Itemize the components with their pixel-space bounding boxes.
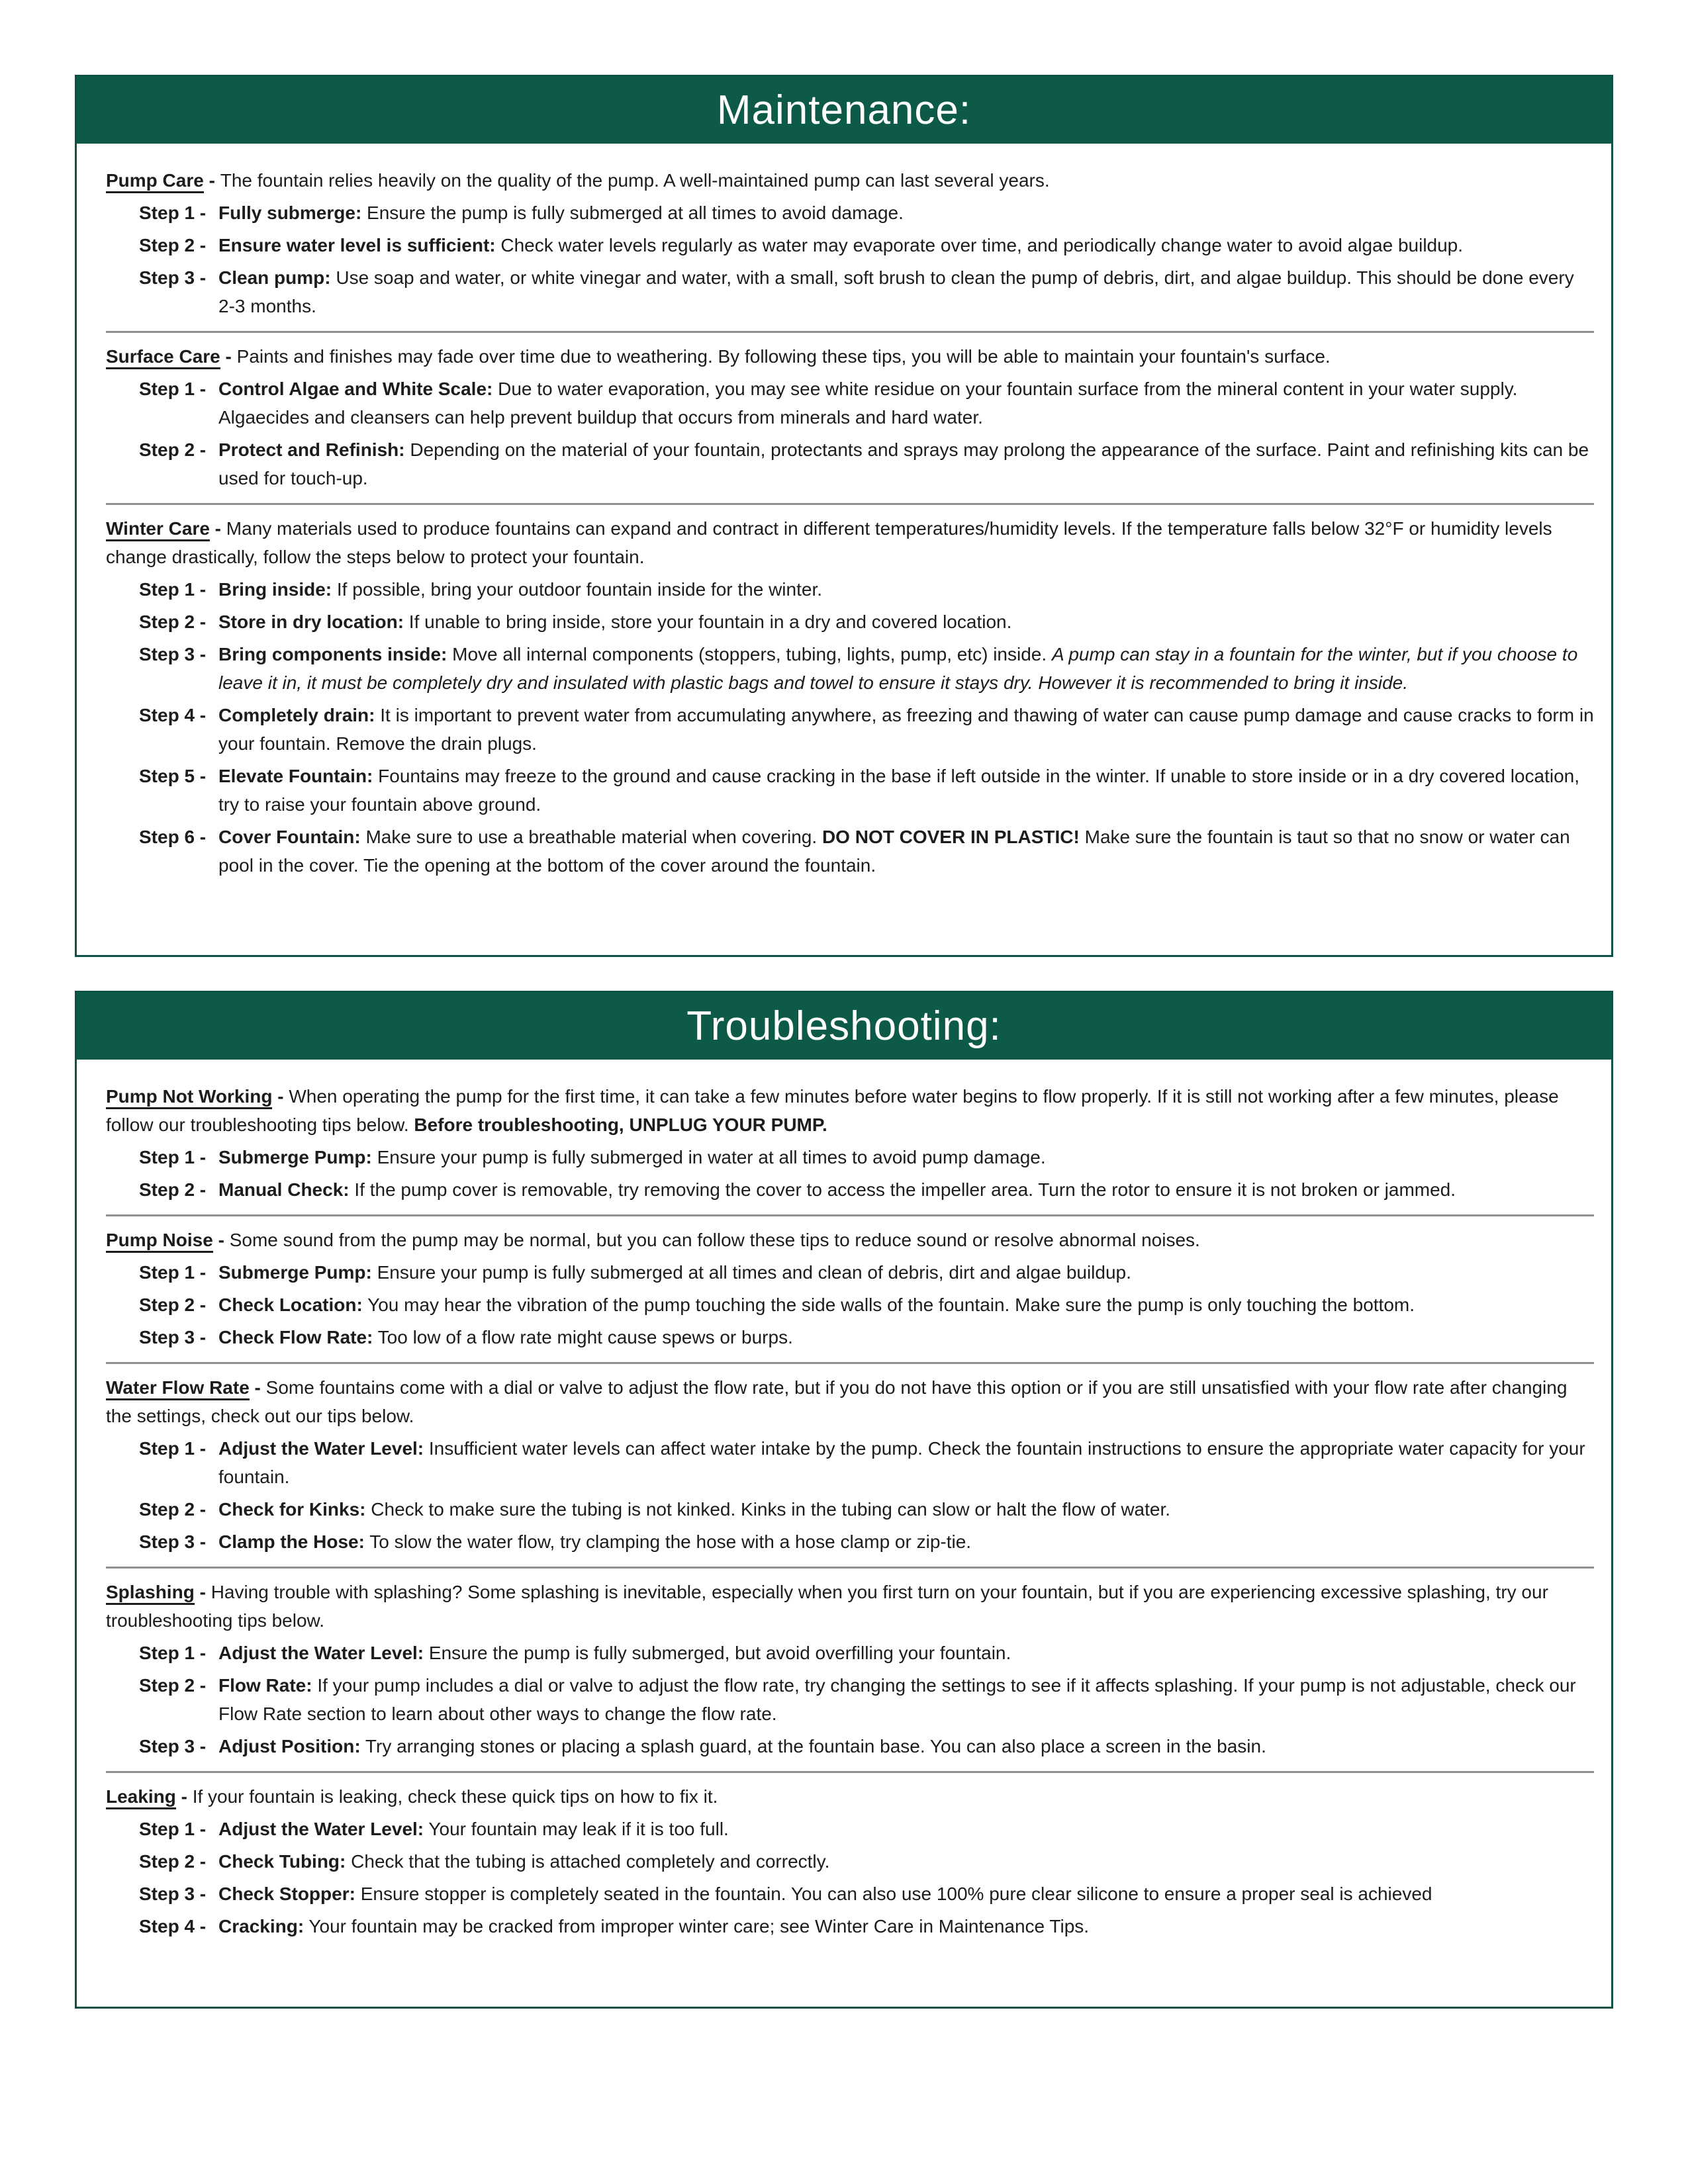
- text-segment: Ensure stopper is completely seated in the fountain. You can also use 100% pure clear silicone to ensure a proper seal is achieved: [355, 1884, 1432, 1904]
- text-segment: Adjust the Water Level:: [218, 1819, 424, 1839]
- step-text: [218, 1291, 1594, 1319]
- step-label: Step 5 -: [139, 766, 207, 786]
- section-intro: [106, 342, 1594, 371]
- step-label: Step 1 -: [139, 579, 207, 600]
- text-segment: Submerge Pump:: [218, 1147, 372, 1167]
- step-text: [218, 1495, 1594, 1524]
- step-label: Step 1 -: [139, 379, 207, 399]
- step-row: [106, 762, 1594, 819]
- step-text: [218, 263, 1594, 320]
- section-divider: [106, 1214, 1594, 1216]
- heading-separator: -: [203, 170, 220, 191]
- section-divider: [106, 1567, 1594, 1569]
- step-text: [218, 1639, 1594, 1667]
- step-row: [106, 1671, 1594, 1728]
- step-label: Step 4 -: [139, 1916, 207, 1936]
- step-row: [106, 1732, 1594, 1760]
- text-segment: It is important to prevent water from accumulating anywhere, as freezing and thawing of water can cause pump damage and cause cracks to form in your fountain. Remove the drain plugs.: [218, 705, 1594, 754]
- step-row: [106, 1815, 1594, 1843]
- step-text: [218, 608, 1594, 636]
- section-divider: [106, 503, 1594, 505]
- section-intro: [106, 1782, 1594, 1811]
- section-intro: [106, 1226, 1594, 1254]
- text-segment: Adjust Position:: [218, 1736, 361, 1756]
- text-segment: Check Stopper:: [218, 1884, 355, 1904]
- step-label: Step 2 -: [139, 612, 207, 632]
- step-text: [218, 1434, 1594, 1491]
- step-text: [218, 1143, 1594, 1171]
- text-segment: Use soap and water, or white vinegar and water, with a small, soft brush to clean the pump of debris, dirt, and algae buildup. This should be done every 2-3 months.: [218, 267, 1574, 316]
- section-heading: Pump Noise: [106, 1230, 213, 1253]
- maintenance-header-bar: [77, 77, 1611, 144]
- section-divider: [106, 1771, 1594, 1773]
- step-text: [218, 1815, 1594, 1843]
- step-label: Step 3 -: [139, 267, 207, 288]
- text-segment: Make sure to use a breathable material when covering.: [360, 827, 822, 847]
- text-segment: Ensure your pump is fully submerged at all times and clean of debris, dirt and algae buildup.: [371, 1262, 1131, 1283]
- troubleshooting-header-bar: [77, 993, 1611, 1060]
- step-text: [218, 375, 1594, 432]
- text-segment: Many materials used to produce fountains can expand and contract in different temperatures/humidity levels. If the temperature falls below 32°F or humidity levels change drastically, follow the steps below to protect your fountain.: [106, 518, 1552, 567]
- step-text: [218, 1527, 1594, 1556]
- step-text: [218, 1880, 1594, 1908]
- heading-separator: -: [220, 346, 237, 367]
- step-row: [106, 608, 1594, 636]
- step-text: [218, 701, 1594, 758]
- text-segment: Completely drain:: [218, 705, 375, 725]
- step-label: Step 2 -: [139, 235, 207, 255]
- step-row: [106, 1639, 1594, 1667]
- text-segment: Clean pump:: [218, 267, 331, 288]
- section-intro: [106, 1578, 1594, 1635]
- step-label: Step 2 -: [139, 1295, 207, 1315]
- step-label: Step 1 -: [139, 1643, 207, 1663]
- step-row: [106, 1323, 1594, 1351]
- section-intro: [106, 1082, 1594, 1139]
- step-label: Step 2 -: [139, 1675, 207, 1696]
- section: [106, 514, 1594, 880]
- text-segment: Make sure the fountain is taut so that no snow or water can pool in the cover. Tie the opening at the bottom of the cover around the fountain.: [218, 827, 1570, 876]
- heading-separator: -: [209, 518, 226, 539]
- text-segment: Ensure your pump is fully submerged in water at all times to avoid pump damage.: [371, 1147, 1046, 1167]
- heading-separator: -: [272, 1086, 289, 1107]
- text-segment: Move all internal components (stoppers, tubing, lights, pump, etc) inside.: [447, 644, 1052, 664]
- section-intro: [106, 514, 1594, 571]
- text-segment: Before troubleshooting, UNPLUG YOUR PUMP.: [414, 1115, 827, 1135]
- text-segment: Depending on the material of your fountain, protectants and sprays may prolong the appearance of the surface. Paint and refinishing kits can be used for touch-up.: [218, 439, 1589, 488]
- step-row: [106, 199, 1594, 227]
- step-text: [218, 1671, 1594, 1728]
- section-intro: [106, 1373, 1594, 1430]
- step-row: [106, 231, 1594, 259]
- step-row: [106, 1880, 1594, 1908]
- heading-separator: -: [249, 1377, 266, 1398]
- text-segment: Ensure water level is sufficient:: [218, 235, 496, 255]
- section: [106, 342, 1594, 492]
- text-segment: Insufficient water levels can affect water intake by the pump. Check the fountain instructions to ensure the appropriate water capacity for your fountain.: [218, 1438, 1585, 1487]
- section-heading: Splashing: [106, 1582, 195, 1605]
- text-segment: Cover Fountain:: [218, 827, 361, 847]
- step-label: Step 3 -: [139, 1884, 207, 1904]
- maintenance-content: [77, 144, 1611, 880]
- text-segment: Bring inside:: [218, 579, 332, 600]
- step-row: [106, 435, 1594, 492]
- step-label: Step 1 -: [139, 1147, 207, 1167]
- section-intro: [106, 166, 1594, 195]
- text-segment: Your fountain may leak if it is too full.: [424, 1819, 729, 1839]
- section-heading: Winter Care: [106, 518, 210, 541]
- section-heading: Surface Care: [106, 346, 220, 369]
- text-segment: Check Location:: [218, 1295, 363, 1315]
- section: [106, 1782, 1594, 1940]
- heading-separator: -: [194, 1582, 211, 1602]
- text-segment: DO NOT COVER IN PLASTIC!: [821, 827, 1080, 847]
- step-label: Step 3 -: [139, 644, 207, 664]
- heading-separator: -: [212, 1230, 230, 1250]
- text-segment: Check that the tubing is attached completely and correctly.: [346, 1851, 830, 1872]
- text-segment: You may hear the vibration of the pump touching the side walls of the fountain. Make sure the pump is only touching the bottom.: [362, 1295, 1415, 1315]
- text-segment: If possible, bring your outdoor fountain inside for the winter.: [332, 579, 823, 600]
- step-text: [218, 199, 1594, 227]
- step-label: Step 4 -: [139, 705, 207, 725]
- section-divider: [106, 331, 1594, 333]
- text-segment: Ensure the pump is fully submerged at all times to avoid damage.: [361, 203, 904, 223]
- text-segment: Some sound from the pump may be normal, but you can follow these tips to reduce sound or resolve abnormal noises.: [229, 1230, 1200, 1250]
- step-text: [218, 1175, 1594, 1204]
- text-segment: When operating the pump for the first time, it can take a few minutes before water begins to flow properly. If it is still not working after a few minutes, please follow our troubleshooting tips below.: [106, 1086, 1559, 1135]
- text-segment: Fountains may freeze to the ground and cause cracking in the base if left outside in the winter. If unable to store inside or in a dry covered location, try to raise your fountain above ground.: [218, 766, 1579, 815]
- step-label: Step 2 -: [139, 1179, 207, 1200]
- step-label: Step 1 -: [139, 1819, 207, 1839]
- text-segment: Flow Rate:: [218, 1675, 312, 1696]
- text-segment: Check Tubing:: [218, 1851, 346, 1872]
- text-segment: Due to water evaporation, you may see white residue on your fountain surface from the mineral content in your water supply. Algaecides and cleansers can help prevent buildup that occurs from minerals and hard water.: [218, 379, 1518, 428]
- text-segment: Try arranging stones or placing a splash guard, at the fountain base. You can also place a screen in the basin.: [360, 1736, 1266, 1756]
- text-segment: Control Algae and White Scale:: [218, 379, 493, 399]
- step-text: [218, 640, 1594, 697]
- step-row: [106, 1434, 1594, 1491]
- heading-separator: -: [175, 1786, 193, 1807]
- step-row: [106, 701, 1594, 758]
- text-segment: Paints and finishes may fade over time due to weathering. By following these tips, you will be able to maintain your fountain's surface.: [236, 346, 1331, 367]
- section: [106, 1226, 1594, 1351]
- step-row: [106, 1258, 1594, 1287]
- step-row: [106, 1527, 1594, 1556]
- text-segment: Store in dry location:: [218, 612, 404, 632]
- section: [106, 1082, 1594, 1204]
- step-label: Step 1 -: [139, 203, 207, 223]
- step-text: [218, 823, 1594, 880]
- step-row: [106, 1143, 1594, 1171]
- step-row: [106, 1495, 1594, 1524]
- text-segment: Adjust the Water Level:: [218, 1438, 424, 1459]
- text-segment: If your pump includes a dial or valve to adjust the flow rate, try changing the settings to see if it affects splashing. If your pump is not adjustable, check our Flow Rate section to learn about other ways to change the flow rate.: [218, 1675, 1576, 1724]
- section-heading: Water Flow Rate: [106, 1377, 250, 1400]
- text-segment: Elevate Fountain:: [218, 766, 373, 786]
- text-segment: Check Flow Rate:: [218, 1327, 373, 1347]
- text-segment: Submerge Pump:: [218, 1262, 372, 1283]
- step-label: Step 1 -: [139, 1262, 207, 1283]
- section: [106, 1578, 1594, 1760]
- step-row: [106, 263, 1594, 320]
- step-text: [218, 1847, 1594, 1876]
- text-segment: If unable to bring inside, store your fountain in a dry and covered location.: [404, 612, 1012, 632]
- step-text: [218, 762, 1594, 819]
- text-segment: Adjust the Water Level:: [218, 1643, 424, 1663]
- troubleshooting-content: [77, 1060, 1611, 1940]
- text-segment: Protect and Refinish:: [218, 439, 405, 460]
- step-text: [218, 1258, 1594, 1287]
- section-divider: [106, 1362, 1594, 1364]
- step-row: [106, 1912, 1594, 1940]
- text-segment: Your fountain may be cracked from improper winter care; see Winter Care in Maintenance Tips.: [304, 1916, 1090, 1936]
- text-segment: Check water levels regularly as water may evaporate over time, and periodically change water to avoid algae buildup.: [495, 235, 1464, 255]
- step-label: Step 1 -: [139, 1438, 207, 1459]
- step-label: Step 6 -: [139, 827, 207, 847]
- text-segment: The fountain relies heavily on the quality of the pump. A well-maintained pump can last several years.: [220, 170, 1050, 191]
- text-segment: Ensure the pump is fully submerged, but avoid overfilling your fountain.: [424, 1643, 1011, 1663]
- step-row: [106, 375, 1594, 432]
- troubleshooting-box: [75, 991, 1613, 2009]
- step-label: Step 3 -: [139, 1327, 207, 1347]
- step-label: Step 2 -: [139, 1499, 207, 1520]
- text-segment: Check for Kinks:: [218, 1499, 366, 1520]
- step-row: [106, 575, 1594, 604]
- text-segment: Having trouble with splashing? Some splashing is inevitable, especially when you first turn on your fountain, but if you are experiencing excessive splashing, try our troubleshooting tips below.: [106, 1582, 1548, 1631]
- step-text: [218, 1912, 1594, 1940]
- section-heading: Leaking: [106, 1786, 176, 1809]
- section-heading: Pump Care: [106, 170, 204, 193]
- step-label: Step 3 -: [139, 1736, 207, 1756]
- step-label: Step 2 -: [139, 439, 207, 460]
- step-label: Step 2 -: [139, 1851, 207, 1872]
- step-text: [218, 1323, 1594, 1351]
- text-segment: Fully submerge:: [218, 203, 362, 223]
- step-row: [106, 640, 1594, 697]
- troubleshooting-title: Troubleshooting:: [686, 1003, 1002, 1049]
- section-heading: Pump Not Working: [106, 1086, 272, 1109]
- text-segment: Bring components inside:: [218, 644, 447, 664]
- text-segment: Some fountains come with a dial or valve to adjust the flow rate, but if you do not have this option or if you are still unsatisfied with your flow rate after changing the settings, check out our tips below.: [106, 1377, 1568, 1426]
- step-text: [218, 1732, 1594, 1760]
- section: [106, 1373, 1594, 1556]
- text-segment: To slow the water flow, try clamping the hose with a hose clamp or zip-tie.: [364, 1531, 972, 1552]
- text-segment: If your fountain is leaking, check these quick tips on how to fix it.: [192, 1786, 718, 1807]
- step-row: [106, 1847, 1594, 1876]
- maintenance-box: [75, 75, 1613, 957]
- step-text: [218, 435, 1594, 492]
- text-segment: Too low of a flow rate might cause spews or burps.: [373, 1327, 793, 1347]
- step-label: Step 3 -: [139, 1531, 207, 1552]
- step-row: [106, 1291, 1594, 1319]
- text-segment: If the pump cover is removable, try removing the cover to access the impeller area. Turn the rotor to ensure it is not broken or jammed.: [349, 1179, 1456, 1200]
- step-row: [106, 1175, 1594, 1204]
- text-segment: A pump can stay in a fountain for the winter, but if you choose to leave it in, it must be completely dry and insulated with plastic bags and towel to ensure it stays dry. However it is recommended to bring it inside.: [218, 644, 1578, 693]
- step-row: [106, 823, 1594, 880]
- step-text: [218, 575, 1594, 604]
- text-segment: Clamp the Hose:: [218, 1531, 365, 1552]
- maintenance-title: Maintenance:: [716, 87, 972, 133]
- step-text: [218, 231, 1594, 259]
- section: [106, 166, 1594, 320]
- text-segment: Manual Check:: [218, 1179, 350, 1200]
- text-segment: Check to make sure the tubing is not kinked. Kinks in the tubing can slow or halt the flow of water.: [365, 1499, 1171, 1520]
- text-segment: Cracking:: [218, 1916, 305, 1936]
